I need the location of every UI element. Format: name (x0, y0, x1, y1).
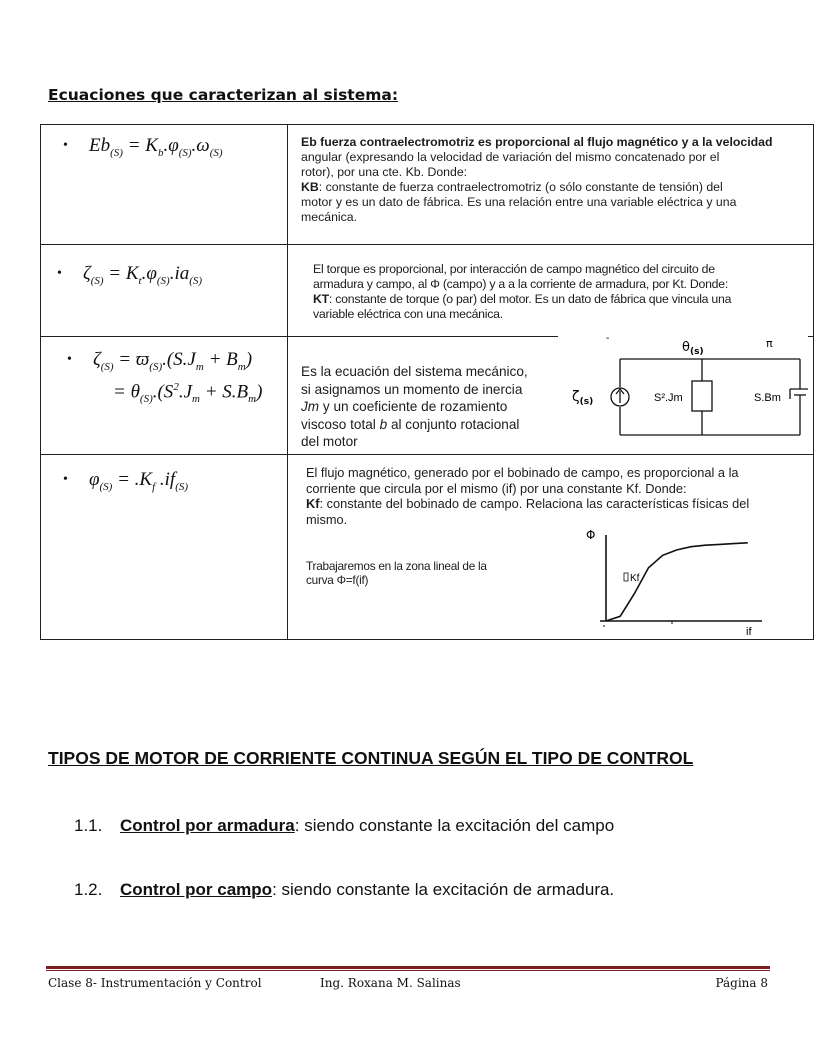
inertia-label: S².Jm (654, 392, 683, 404)
eq-mechanical-2: = $\theta_{(S)}.(S^2.J_m + S.B_m)$ (113, 380, 263, 405)
flux-curve-chart (584, 521, 774, 639)
table-row (41, 455, 814, 640)
dash-label: - (606, 333, 610, 344)
description-cell (288, 455, 814, 640)
tau-label: $\zeta_{(s)}$ (572, 389, 594, 407)
flux-description: El flujo magnético, generado por el bobinado de campo, es proporcional a la corriente que circula por el mismo (if) por una constante Kf. Donde: Kf: constante del bobinado de campo. Relaciona las características físicas del mismo. (306, 465, 750, 527)
equation-cell (41, 455, 288, 640)
footer-center: Ing. Roxana M. Salinas (320, 976, 461, 990)
equation-cell (41, 245, 288, 337)
mechanical-description: Es la ecuación del sistema mecánico, si asignamos un momento de inercia Jm y un coeficiente de rozamiento viscoso total b al conjunto rotacional del motor (301, 364, 528, 449)
description-cell (288, 245, 814, 337)
section-title: Ecuaciones que caracterizan al sistema: (48, 86, 399, 104)
equation-cell (41, 125, 288, 245)
mechanical-circuit-diagram (558, 325, 808, 455)
x-axis-label: if (746, 626, 752, 638)
ground-label: π (766, 337, 773, 350)
table-row (41, 125, 814, 245)
table-row (41, 337, 814, 455)
eq-torque: • $\zeta_{(S)} = K_t.\varphi_{(S)}.ia_{(S)}$ (57, 263, 203, 287)
eq-mechanical-1: • $\zeta_{(S)} = ϖ_{(S)}.(S.J_m + B_m)$ (67, 349, 253, 373)
footer-right: Página 8 (715, 976, 768, 990)
footer-left: Clase 8- Instrumentación y Control (48, 976, 262, 990)
section-2-title: TIPOS DE MOTOR DE CORRIENTE CONTINUA SEGÚN EL TIPO DE CONTROL (48, 748, 694, 768)
table-row (41, 245, 814, 337)
damper-label: S.Bm (754, 392, 781, 404)
flux-series-line (606, 543, 748, 621)
list-item: 1.1. Control por armadura: siendo constante la excitación del campo (74, 816, 615, 835)
linear-zone-note: Trabajaremos en la zona lineal de la curva Φ=f(if) (306, 559, 487, 587)
description-cell (288, 125, 814, 245)
y-axis-label: Φ (586, 528, 596, 542)
eq-back-emf: • $Eb_{(S)} = K_b.\varphi_{(S)}.\omega_{(S)}$ (63, 135, 223, 159)
description-cell (288, 333, 814, 455)
theta-label: $\theta_{(s)}$ (682, 340, 704, 357)
kf-annotation: Kf (630, 573, 640, 584)
back-emf-description: Eb fuerza contraelectromotriz es proporcional al flujo magnético y a la velocidad angular (expresando la velocidad de variación del mismo concatenado por el rotor), por una cte. Kb. Donde: KB: constante de fuerza contraelectromotriz (o sólo constante de tensión) del motor y es un dato de fábrica. Es una relación entre una variable eléctrica y una mecánica. (301, 135, 773, 224)
footer-rule-thin (46, 970, 770, 971)
equation-cell (41, 337, 288, 455)
equations-table (40, 124, 814, 640)
eq-flux: • $\varphi_{(S)} = .K_f$ $.if_{(S)}$ (63, 469, 189, 493)
torque-description: El torque es proporcional, por interacción de campo magnético del circuito de armadura y campo, al Φ (campo) y a a la corriente de armadura, por Kt. Donde: KT: constante de torque (o par) del motor. Es un dato de fábrica que vincula una variable eléctrica con una mecánica. (313, 262, 732, 321)
footer-rule (46, 966, 770, 969)
list-item: 1.2. Control por campo: siendo constante la excitación de armadura. (74, 880, 615, 899)
